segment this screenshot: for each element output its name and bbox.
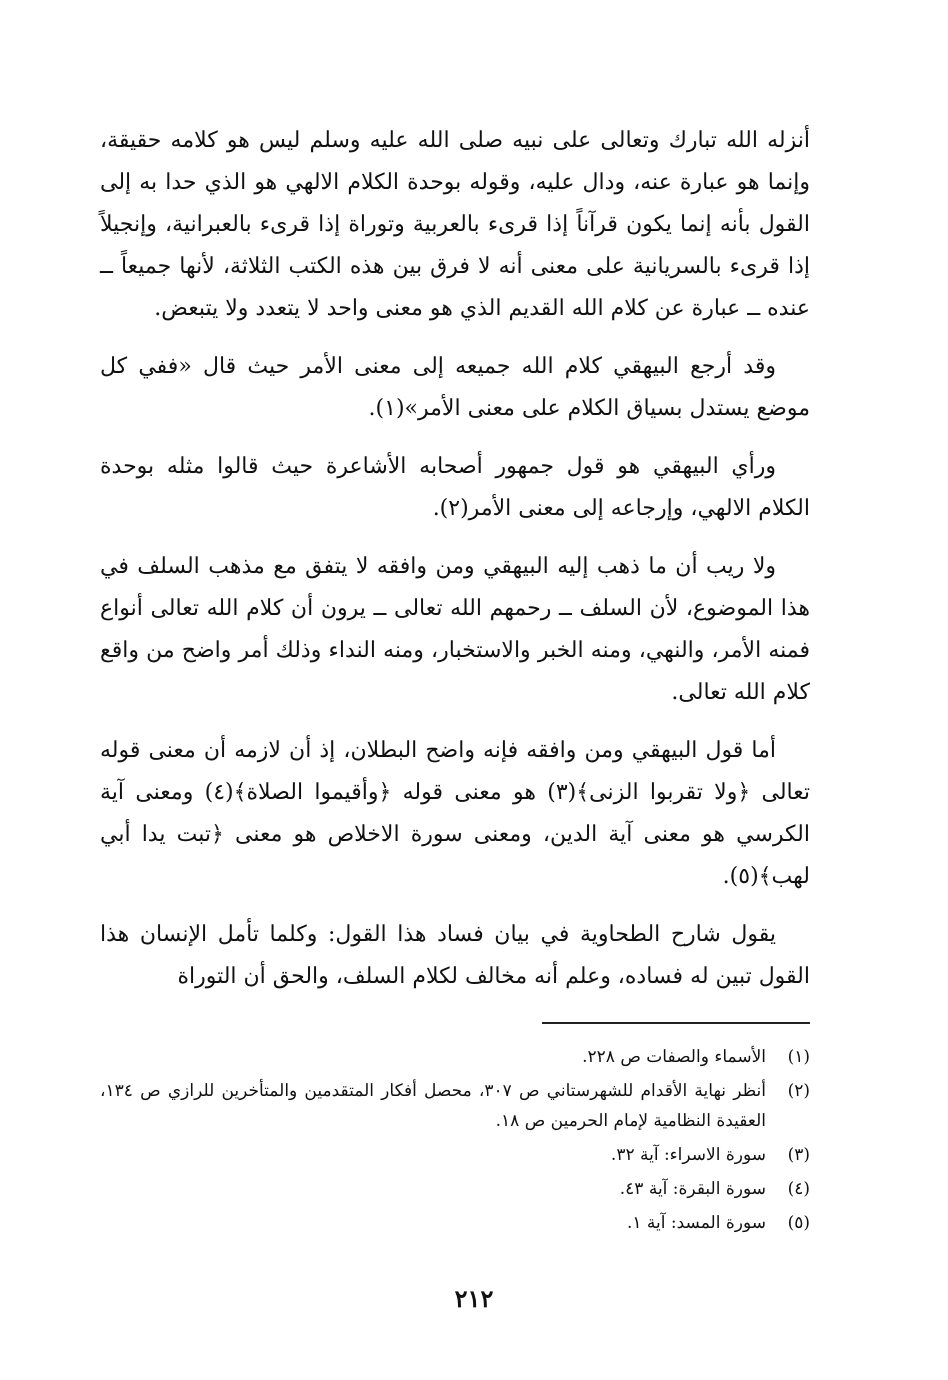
- paragraph-5: أما قول البيهقي ومن وافقه فإنه واضح البطلان، إذ أن لازمه أن معنى قوله تعالى ﴿ولا تقربوا الزنى﴾(٣) هو معنى قوله ﴿وأقيموا الصلاة﴾(٤) ومعنى آية الكرسي هو معنى آية الدين، ومعنى سورة الاخلاص هو معنى ﴿تبت يدا أبي لهب﴾(٥).: [100, 738, 810, 889]
- footnote-number: (٥): [787, 1213, 810, 1233]
- footnote-separator: [542, 1022, 810, 1024]
- footnote-1: [100, 1042, 810, 1072]
- footnote-2: [100, 1076, 810, 1136]
- footnote-separator-wrap: [100, 1016, 810, 1028]
- footnote-text: أنظر نهاية الأقدام للشهرستاني ص ٣٠٧، محصل أفكار المتقدمين والمتأخرين للرازي ص ١٣٤، العقيدة النظامية لإمام الحرمين ص ١٨.: [100, 1081, 766, 1131]
- footnote-4: [100, 1174, 810, 1204]
- paragraph-2: وقد أرجع البيهقي كلام الله جميعه إلى معنى الأمر حيث قال «ففي كل موضع يستدل بسياق الكلام على معنى الأمر»(١).: [100, 354, 810, 421]
- paragraph-3: ورأي البيهقي هو قول جمهور أصحابه الأشاعرة حيث قالوا مثله بوحدة الكلام الالهي، وإرجاعه إلى معنى الأمر(٢).: [100, 454, 810, 521]
- footnotes: [100, 1042, 810, 1238]
- page-number: ٢١٢: [454, 1284, 494, 1313]
- paragraph-4: ولا ريب أن ما ذهب إليه البيهقي ومن وافقه لا يتفق مع مذهب السلف في هذا الموضوع، لأن السلف ــ رحمهم الله تعالى ــ يرون أن كلام الله تعالى أنواع فمنه الأمر، والنهي، ومنه الخبر والاستخبار، ومنه النداء وذلك أمر واضح من واقع كلام الله تعالى.: [100, 554, 810, 705]
- paragraph-6: يقول شارح الطحاوية في بيان فساد هذا القول: وكلما تأمل الإنسان هذا القول تبين له فساده، وعلم أنه مخالف لكلام السلف، والحق أن التوراة: [100, 922, 810, 989]
- main-text: [100, 120, 810, 998]
- footnote-number: (١): [787, 1047, 810, 1067]
- footnote-text: الأسماء والصفات ص ٢٢٨.: [582, 1047, 766, 1067]
- footnote-5: [100, 1208, 810, 1238]
- footnote-text: سورة البقرة: آية ٤٣.: [619, 1179, 766, 1199]
- paragraph-1: أنزله الله تبارك وتعالى على نبيه صلى الله عليه وسلم ليس هو كلامه حقيقة، وإنما هو عبارة عنه، ودال عليه، وقوله بوحدة الكلام الالهي هو الذي حدا به إلى القول بأنه إنما يكون قرآناً إذا قرىء بالعربية وتوراة إذا قرىء بالعبرانية، وإنجيلاً إذا قرىء بالسريانية على معنى أنه لا فرق بين هذه الكتب الثلاثة، لأنها جميعاً ــ عنده ــ عبارة عن كلام الله القديم الذي هو معنى واحد لا يتعدد ولا يتبعض.: [100, 128, 810, 321]
- footnote-3: [100, 1140, 810, 1170]
- footnote-number: (٣): [787, 1145, 810, 1165]
- footnote-number: (٤): [787, 1179, 810, 1199]
- footnote-text: سورة المسد: آية ١.: [626, 1213, 766, 1233]
- footnote-number: (٢): [787, 1081, 810, 1101]
- footnote-text: سورة الاسراء: آية ٣٢.: [610, 1145, 766, 1165]
